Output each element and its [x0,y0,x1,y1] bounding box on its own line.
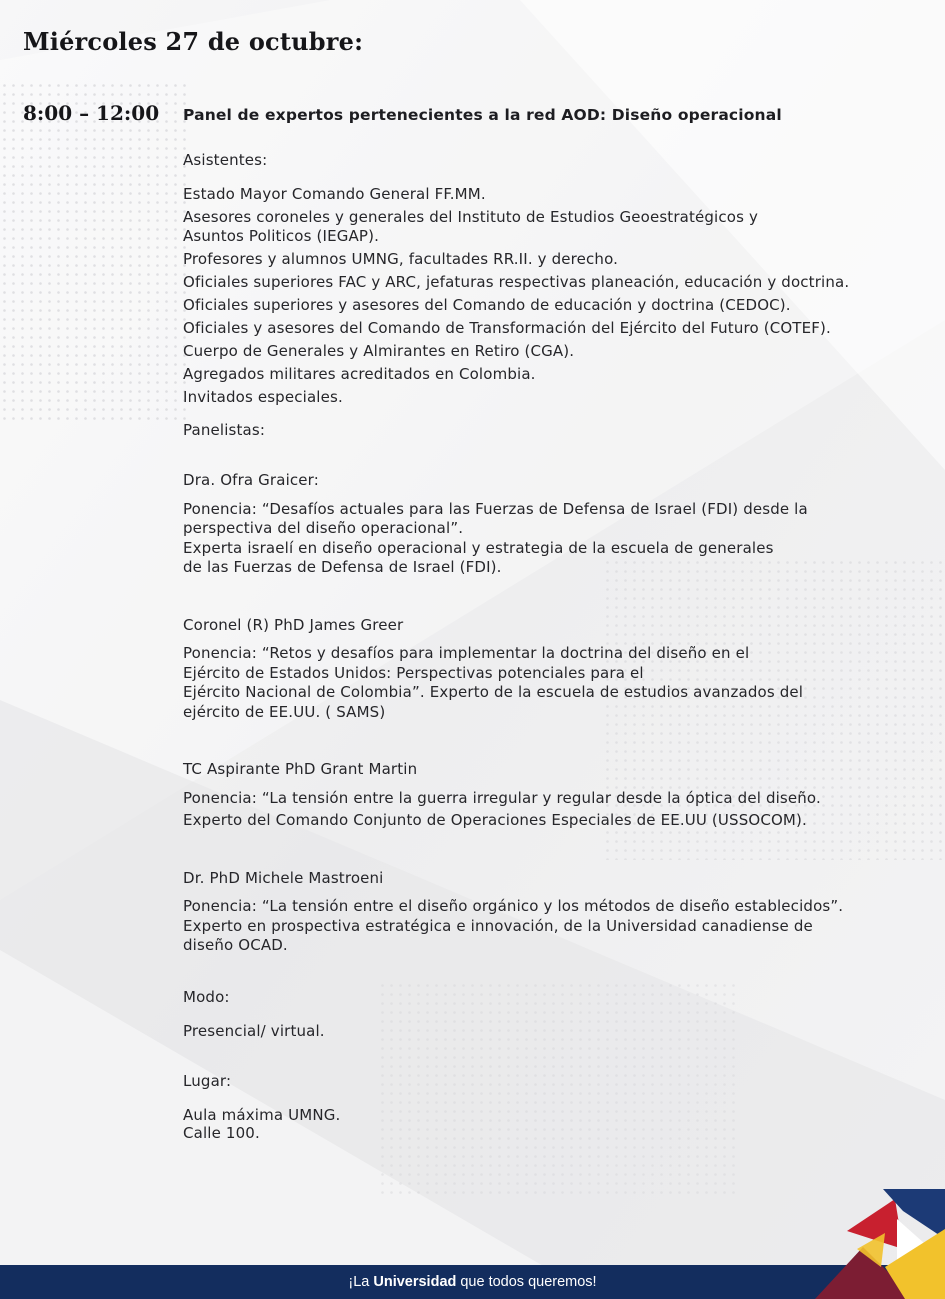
day-title: Miércoles 27 de octubre: [23,27,364,56]
panelist-text-line: Ponencia: “La tensión entre el diseño orgánico y los métodos de diseño establecidos”. [183,897,844,915]
place-line: Calle 100. [183,1123,260,1142]
panelist-text-line: Experto del Comando Conjunto de Operaciones Especiales de EE.UU (USSOCOM). [183,811,807,829]
attendees-list [183,185,923,406]
footer-suffix: que todos queremos! [460,1274,597,1290]
panelist-name: Dra. Ofra Graicer: [183,471,319,489]
panelists-label: Panelistas: [183,421,266,439]
panelist-text-line: diseño OCAD. [183,936,288,954]
panelist-name: TC Aspirante PhD Grant Martin [183,760,418,778]
event-title: Panel de expertos pertenecientes a la red AOD: Diseño operacional [183,106,782,124]
panelist-text-line: perspectiva del diseño operacional”. [183,519,464,537]
panelist-text-line: Ponencia: “Desafíos actuales para las Fuerzas de Defensa de Israel (FDI) desde la [183,499,808,518]
place-label: Lugar: [183,1071,232,1090]
attendee-item: Profesores y alumnos UMNG, facultades RR.II. y derecho. [183,250,619,268]
panelist-text-line: de las Fuerzas de Defensa de Israel (FDI). [183,558,502,576]
panelist-block [183,760,923,831]
footer-prefix: ¡La [348,1274,370,1290]
panelist-text-line: Ponencia: “Retos y desafíos para implementar la doctrina del diseño en el [183,644,750,662]
panelist-name: Coronel (R) PhD James Greer [183,615,404,634]
mode-value: Presencial/ virtual. [183,1021,325,1040]
attendee-item: Estado Mayor Comando General FF.MM. [183,185,486,203]
mode-label: Modo: [183,987,230,1006]
attendee-item: Cuerpo de Generales y Almirantes en Retiro (CGA). [183,342,575,360]
panelist-block [183,616,923,723]
attendee-item: Asesores coroneles y generales del Instituto de Estudios Geoestratégicos y [183,208,759,226]
attendee-item: Invitados especiales. [183,388,343,406]
panelist-name: Dr. PhD Michele Mastroeni [183,868,384,887]
panelist-text-line: Experto en prospectiva estratégica e innovación, de la Universidad canadiense de [183,916,813,935]
panelist-text-line: ejército de EE.UU. ( SAMS) [183,702,386,721]
attendee-item: Agregados militares acreditados en Colombia. [183,365,536,383]
panelist-text-line: Ejército Nacional de Colombia”. Experto de la escuela de estudios avanzados del [183,683,804,701]
footer-bold: Universidad [373,1274,457,1290]
attendee-item: Asuntos Politicos (IEGAP). [183,227,380,245]
panelist-block [183,869,923,956]
place-value-block [183,1106,923,1142]
panelist-text-line: Ponencia: “La tensión entre la guerra irregular y regular desde la óptica del diseño. [183,788,821,807]
university-logo-mark [785,1189,945,1299]
event-content [183,105,923,1142]
footer-slogan [348,1274,596,1290]
panelist-text-line: Ejército de Estados Unidos: Perspectivas potenciales para el [183,663,644,682]
attendees-label: Asistentes: [183,151,268,169]
attendee-item: Oficiales superiores y asesores del Comando de educación y doctrina (CEDOC). [183,296,791,314]
attendee-item: Oficiales superiores FAC y ARC, jefaturas respectivas planeación, educación y doctrina. [183,273,850,291]
mode-value-block [183,1022,923,1040]
time-range: 8:00 – 12:00 [23,101,160,125]
panelist-text-line: Experta israelí en diseño operacional y estrategia de la escuela de generales [183,538,774,557]
place-line: Aula máxima UMNG. [183,1105,341,1124]
panelist-block [183,471,923,578]
attendee-item: Oficiales y asesores del Comando de Transformación del Ejército del Futuro (COTEF). [183,319,831,337]
